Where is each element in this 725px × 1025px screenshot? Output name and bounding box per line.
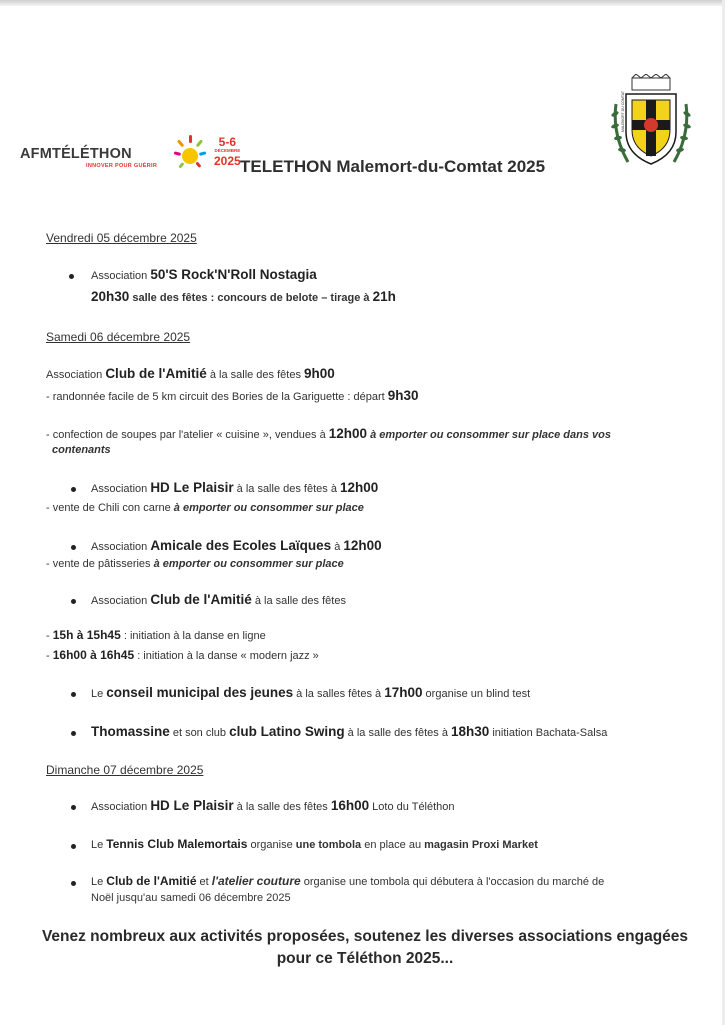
saturday-soupes — [46, 426, 611, 441]
text: à la salle des fêtes à — [233, 483, 340, 495]
text: salle des fêtes : concours de belote – tirage à — [129, 292, 373, 304]
text: à emporter ou consommer sur place — [173, 502, 364, 514]
bullet — [69, 274, 74, 279]
saturday-thomassine — [91, 724, 607, 739]
logo-year: 2025 — [214, 153, 241, 168]
time: 18h30 — [451, 724, 490, 739]
time: 17h00 — [384, 685, 423, 700]
text: et — [196, 876, 212, 888]
association-name: conseil municipal des jeunes — [106, 685, 294, 700]
association-name: Amicale des Ecoles Laïques — [150, 538, 332, 553]
text: en place au — [361, 839, 425, 851]
text: Association — [91, 483, 151, 495]
text: à la salle des fêtes — [251, 595, 346, 607]
text: une tombola — [295, 839, 362, 851]
sunday-hd — [91, 798, 455, 813]
text: magasin Proxi Market — [424, 839, 538, 851]
text: à la salle des fêtes — [206, 369, 305, 381]
text: Association — [46, 369, 106, 381]
sunday-tennis — [91, 837, 538, 851]
time: 12h00 — [343, 538, 382, 553]
bullet — [71, 599, 76, 604]
saturday-dance2: - 16h00 à 16h45 : initiation à la danse « modern jazz » — [46, 648, 319, 662]
text: et son club — [169, 727, 230, 739]
text: à — [331, 541, 344, 553]
closing-message — [20, 926, 710, 970]
logo-text: AFMTÉLÉTHON — [20, 146, 132, 162]
crest-icon — [606, 74, 696, 174]
logo-tagline: INNOVER POUR GUÉRIR — [86, 163, 158, 169]
association-name: HD Le Plaisir — [150, 798, 234, 813]
time: 16h00 — [330, 798, 370, 813]
time: 12h00 — [328, 426, 368, 441]
text: Association — [91, 270, 151, 282]
text: Loto du Téléthon — [369, 801, 455, 813]
sunday-heading: Dimanche 07 décembre 2025 — [46, 763, 204, 777]
time: 16h00 à 16h45 — [52, 648, 135, 662]
saturday-amitie2 — [91, 592, 346, 607]
saturday-rando — [46, 388, 419, 403]
time: 12h00 — [340, 480, 379, 495]
saturday-dance1: - 15h à 15h45 : initiation à la danse en ligne — [46, 628, 266, 642]
text: à la salles fêtes à — [293, 688, 385, 700]
time: 20h30 — [91, 289, 130, 304]
association-name: 50'S Rock'N'Roll Nostagia — [150, 267, 317, 282]
association-name: Club de l'Amitié — [105, 366, 207, 381]
text: à emporter ou consommer sur place dans vos — [367, 429, 611, 441]
closing-line2: pour ce Téléthon 2025... — [276, 950, 454, 967]
association-name: Tennis Club Malemortais — [106, 837, 248, 851]
text: - randonnée facile de 5 km circuit des Bories de la Gariguette : départ — [46, 391, 388, 403]
sun-icon — [170, 132, 210, 172]
bullet — [71, 545, 76, 550]
text: initiation Bachata-Salsa — [489, 727, 608, 739]
saturday-heading: Samedi 06 décembre 2025 — [46, 330, 191, 344]
time: 15h à 15h45 — [52, 628, 121, 642]
bullet — [71, 805, 76, 810]
sunday-couture — [91, 874, 604, 888]
saturday-hd-desc — [46, 502, 364, 514]
text: : initiation à la danse « modern jazz » — [134, 650, 319, 662]
saturday-amitie — [46, 366, 335, 381]
text: - vente de pâtisseries — [46, 558, 154, 570]
text: Association — [91, 541, 151, 553]
text: Le — [91, 688, 107, 700]
saturday-amicale — [91, 538, 382, 553]
text: à la salle des fêtes à — [344, 727, 452, 739]
text: - confection de soupes par l'atelier « cuisine », vendues à — [46, 429, 329, 441]
text: Le — [91, 876, 107, 888]
text: - vente de Chili con carne — [46, 502, 174, 514]
bullet — [71, 731, 76, 736]
association-name: Club de l'Amitié — [106, 874, 197, 888]
sunday-couture-cont: Noël jusqu'au samedi 06 décembre 2025 — [91, 892, 291, 904]
saturday-conseil — [91, 685, 530, 700]
friday-item-rocknroll-details — [91, 289, 396, 304]
text: à emporter ou consommer sur place — [153, 558, 344, 570]
text: Association — [91, 801, 151, 813]
friday-heading: Vendredi 05 décembre 2025 — [46, 231, 197, 245]
crest-text: MALEMORT DU COMTAT — [621, 91, 625, 132]
text: organise un blind test — [422, 688, 531, 700]
association-name: HD Le Plaisir — [150, 480, 234, 495]
saturday-soupes-cont: contenants — [52, 444, 111, 456]
association-name: club Latino Swing — [229, 724, 345, 739]
text: organise une tombola qui débutera à l'occasion du marché de — [300, 876, 605, 888]
saturday-amicale-desc — [46, 558, 344, 570]
bullet — [71, 881, 76, 886]
scan-edge — [0, 0, 725, 6]
text: à la salle des fêtes — [233, 801, 331, 813]
text: organise — [247, 839, 296, 851]
text: Le — [91, 839, 107, 851]
bullet — [71, 844, 76, 849]
saturday-hd — [91, 480, 378, 495]
friday-item-rocknroll — [91, 267, 317, 282]
logo-dates — [214, 136, 241, 167]
person-name: Thomassine — [91, 724, 170, 739]
page-title: TELETHON Malemort-du-Comtat 2025 — [240, 157, 546, 176]
time: 21h — [372, 289, 396, 304]
bullet — [71, 692, 76, 697]
afm-telethon-logo — [20, 128, 241, 176]
logo-month: DÉCEMBRE — [214, 148, 241, 153]
association-name: Club de l'Amitié — [150, 592, 252, 607]
text: : initiation à la danse en ligne — [120, 630, 266, 642]
closing-line1: Venez nombreux aux activités proposées, soutenez les diverses associations engagées — [41, 928, 689, 945]
time: 9h30 — [387, 388, 419, 403]
text: Association — [91, 595, 151, 607]
text: l'atelier couture — [211, 874, 301, 888]
bullet — [71, 487, 76, 492]
time: 9h00 — [304, 366, 335, 381]
logo-days: 5-6 — [218, 135, 237, 149]
